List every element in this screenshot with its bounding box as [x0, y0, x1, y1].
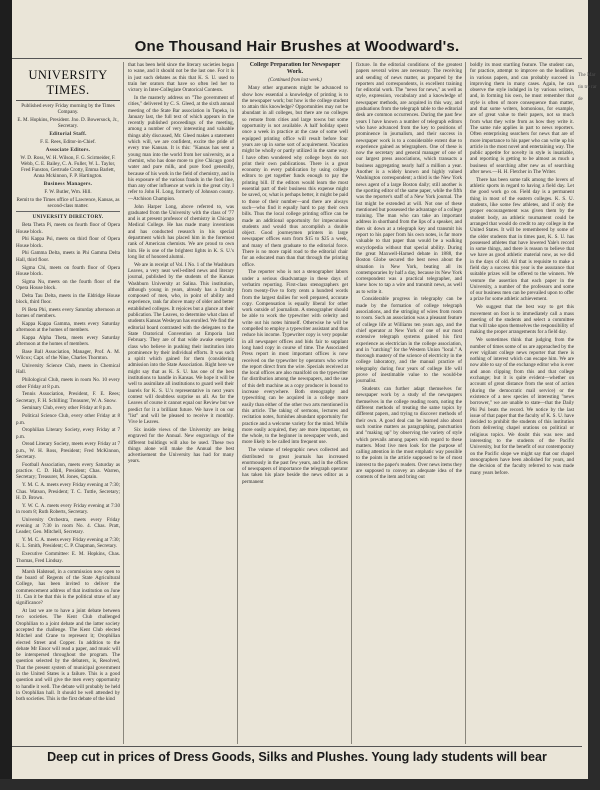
article-paragraph: fixture. In the editorial conditions of the greatest papers several wires are necessary. The receiving and sending of news matter, as prepared by the reporters and correspondents, is excellent training for editorial work. The "news for news," as well as style, expression, vocabulary and a knowledge of newspaper methods, are acquired in this way, and graduations from the telegraph table to the editorial desk are common occurrences. During the past few years I have known a number of telegraph editors who have advanced from the key to positions of prominence in journalism, and their success in newspaper work is to a considerable extent due to experience gained as telegraphers. One of these is now the secretary and general manager of one of our largest press associations, which transacts a business aggregating nearly half a million a year. Another is a widely known and highly valued Washington correspondent; a third is the New York news agent of a large Boston daily; still another is the sporting editor of the same paper, while the fifth was the reporter's staff of a New York journal. The list might be extended at will. Not one of these mentioned but possessed the advantage of a college training. The man who can take an important address in shorthand from the lips of a speaker, and then sit down at a telegraph key and transmit his report to his paper from his own notes, is far more valuable to that paper than would be a walking encyclopedia without that special ability. During the great Maxwell-Harned debate in 1888, the Boston Globe secured the best news about the situation in New York, beating all its contemporaries by half a day, because its New York correspondent was a practical telegrapher, and knew how to tap a wire and transmit news, as well as to write it. — [356, 62, 462, 295]
directory-entry: Phi Kappa Psi, meets on third floor of Opera House block. — [16, 236, 120, 249]
article-paragraph: Many other arguments might be advanced to show how essential a knowledge of printing is to the newspaper work; but how is the college student to attain this knowledge? Opportunities may not be abundant in all colleges, but there are no colleges so remote from cities and large towns but some opportunity is not available. A half holiday spent once a week in practice at the case of some well equipped printing office will result before four years are up in some sort of acquirement. Vacation might be wholly or partly utilized in the same way. I have often wondered why college boys do not print their own publications. There is a great economy in every publication by using college editors to get together funds enough to pay the printing bill. If the editors would learn the most essential part of their business this expense might be saved, or, what is perhaps better, it might be paid to those of their number—and there are always such—who find it equally hard to pay their own bills. Thus the local college printing office can be made an additional opportunity for impecunious students and would thus accomplish a double object. Good journeymen printers in large newspaper offices earn from $15 to $25 a week, and many of them graduate to the editorial force. There is no more rapid road to the editorial chair for an educated man than that through the printing office. — [242, 85, 348, 268]
article-paragraph: Students can further adapt themselves for newspaper work by a study of the newspapers themselves in the college reading room, noting the different methods of treating the same topics by different papers, and trying to discover methods of their own. A good deal can be learned also about such routine matters as paragraphing, punctuation and "making up" by observing the variety of style which prevails among papers with regard to these matters. Most live men look for the purpose of calling attention in the most emphatic way possible to the points in the article supposed to be of most interest to the paper's readers. Over news items they are supposed to convey an adequate idea of the contents of the item and bring out — [356, 386, 462, 481]
article-paragraph: Marsh Halstead, in a commission now open to the board of Regents of the State Agricultural College, has been invited to deliver the commencement address of that institution on June 11. Can it be that this is the political straw of any significance? — [16, 568, 120, 607]
directory-entry: Y. M. C. A. meets every Friday evening at 7:30; K. L. Smith, President; C. P. Chapman, Secretary. — [16, 537, 120, 550]
article-paragraph: The volume of telegraphic news collected and distributed to great journals has increased enormously in the past few years, and in the offices of newspapers of importance the telegraph operator has taken his place beside the news editor as a permanent — [242, 447, 348, 485]
top-rule — [12, 58, 582, 59]
article-paragraph: Considerable progress in telegraphy can be made by the formation of college telegraph associations, and the stringing of wires from room to room. Such an association was a pleasant feature of college life at Williams ten years ago, and the chief operator at New York of one of our most extensive telegraph systems gained his first experience as electrician in the college association, and in "catching" for the Western Union "local." A thorough mastery of the science of electricity in the college laboratory, and the manual practice of telegraphy during four years of college life will prove of inestimable value to the would-be journalist. — [356, 296, 462, 385]
article-paragraph: The reporter who is not a stenographer labors under a serious disadvantage in these days of verbatim reporting. First-class stenographers get from twenty-five to forty cents a hundred words from the largest dailies for well prepared, accurate copy. Compensation is equally liberal for other work outside of journalism. A stenographer should be able to work the typewriter with celerity and write out his notes himself. Otherwise he will be compelled to employ a typewriter assistant and thus reduce his income. Typewriter copy is very popular in all newspaper offices and bids fair to supplant long hand copy in course of time. The Associated Press report in most important offices is now received on the typewriter by operators who write the report direct from the wire. Specials received at the local offices are also manifold on the typewriter for distribution among the newspapers, and the use of this deft machine as a copy producer is bound to increase everywhere. Both stenography and typewriting can be acquired in a college more easily than either of the other two arts mentioned in this article. The taking of sermons, lectures and recitation notes, furnishes abundant opportunity for practice and a welcome variety for the mind. While more easily acquired, they are more important, on the whole, to the beginner in newspaper work, and more likely to be called into frequent use. — [242, 269, 348, 446]
column-rule — [237, 62, 238, 744]
top-banner-ad: One Thousand Hair Brushes at Woodward's. — [134, 38, 460, 55]
article-paragraph: that has been held since the literary societies began to wane, and it should not be the last one. For it is in just such debates as this that K. S. U. used to train her orators that have so often led her to victory in Inter-Collegiate Oratorical Contests. — [128, 62, 234, 94]
article-headline: College Preparation for Newspaper Work. — [249, 62, 341, 75]
editorial-staff-heading: Editorial Staff. — [49, 131, 87, 138]
remit-line: Remit to the Times office of Lawrence, Kansas, as second-class matter. — [16, 196, 120, 210]
directory-entry: Political Science Club, every other Friday at 8 p.m. — [16, 413, 120, 426]
directory-entry: Oread Literary Society, meets every Friday at 7 p.m., W. H. Ross, President; Fred McKinnon, Secretary. — [16, 441, 120, 461]
column-rule — [351, 62, 352, 744]
officers-line: E. M. Hopkins, President. Jno. D. Bowersock, Jr., Secretary. — [17, 117, 119, 130]
business-managers-heading: Business Managers. — [43, 181, 93, 188]
article-paragraph: boldly its most startling feature. The student can, for practice, attempt to improve on the headlines in various papers, and can probably succeed in improving them in many cases. Again, he can observe the style indulged in by various writers, and, in forming his own, he must remember that style is often of more consequence than matter, and that some writers, homonious, for example, are of great value to their papers, not so much from what they write from as how they write it. The same rule applies in part to news reporters. Often enterprising searchers for news that are of more importance to his paper who can write up his article in the most novel and entertaining way. The public appetite for novelty in style is insatiable, and reporting is getting to be almost as much a business of searching after new as of searching after news.—H. H. Fletcher in The Writer. — [470, 62, 574, 176]
directory-entry: University Science Club, meets in Chemical Hall. — [16, 363, 120, 376]
masthead-title: UNIVERSITY TIMES. — [16, 68, 120, 101]
scan-left-edge — [0, 0, 12, 779]
associate-editors-list: W. D. Ross, W. H. Wilson, F. G. Scirmeider, F. Webb, C. E. Bailey, C. A. Fuller, W. L. Taylor, Fred Funston, Gertrude Crotty, Emma Barlett, Anna Mckinnon, F. P. Hartington. — [20, 154, 116, 180]
article-paragraph: We suggest that the best way to get this movement on foot is to immediately call a mass meeting of the students and select a committee that will take upon themselves the responsibility of making the proper arrangements for a field day. — [470, 304, 574, 336]
associate-editors-heading: Associate Editors. — [45, 146, 91, 153]
directory-entry: Beta Theta Pi, meets on fourth floor of Opera House block. — [16, 222, 120, 235]
article-paragraph: In the masterly address on "The government of cities," delivered by C. S. Gleed, at the sixth annual meeting of the State Bar association in Topeka, in January last, the full text of which appears in the recently published proceedings of the meeting, among a number of very interesting and valuable things ably discussed, Mr. Gleed makes a statement which will, we are confident, excite the pride of every true Kansan. It is this: "Kansas has sent a young man into the world from her university, as a chemist, who has done more to give Chicago good water and pure milk, and pure food generally, because of his work in the field of chemistry, and in his exposure of the various frauds in the food line, than any other influence at work in the great city. I refer to John H. Long, formerly of Johnson county.—Atchison Champion. — [128, 94, 234, 202]
column-rule — [465, 62, 466, 744]
column-3 — [242, 62, 348, 744]
directory-entry: Kappa Alpha Theta, meets every Saturday afternoon at the homes of members. — [16, 335, 120, 348]
directory-entry: Kappa Kappa Gamma, meets every Saturday afternoon at the homes of members. — [16, 320, 120, 334]
directory-entry: Seminary Club, every other Friday at 8 p.m. — [22, 405, 112, 412]
directory-entry: Y. W. C. A. meets every Friday evening at 7:30 in room 8; Ruth Roberts, Secretary. — [16, 502, 120, 515]
directory-entry: Phi Gamma Delta, meets in Phi Gamma Delta Hall, third floor. — [16, 250, 120, 263]
article-paragraph: Six inside views of the University are being engraved for the Annual. New engravings of the different buildings will also be used. These two things alone will make the Annual the best advertisement the University has had for many years. — [128, 426, 234, 465]
article-paragraph: There has been some talk among the lovers of athletic sports in regard to having a field day. Let the good work go on. Field day is a permanent thing in most of the eastern colleges. K. S. U. students, like some few athletes, and if only the proper encouragement was given them by the student body, an athletic tournament could be arranged that would do credit to any college in the United States. It will be remembered by some of the older students that in times past, K. S. U. has possessed athletes that have lowered Yale's record in some things, and there is reason to believe that we have as good athletic material now, as we did in the days of old. All that is requisite to make a field day a success this year is the assurance that suitable prizes will be offered to the winners. We venture the assertion that each paper in the University, a number of the professors and some of our business men can be prevailed upon to offer a prize for some athletic achievement. — [470, 176, 574, 303]
column-4 — [356, 62, 462, 744]
editor-in-chief: F. E. Rees, Editor-in-Chief. — [40, 138, 96, 145]
directory-entry: Base Ball Association, Manager, Prof. A. M. Wilcox; Capt. of the Nine, Charles Thornton. — [16, 349, 120, 362]
column-2 — [128, 62, 234, 744]
business-managers-list: F. W. Butler, Wm. Hill. — [44, 189, 92, 196]
directory-entry: University Orchestra, meets every Friday evening at 7:30 in room No. 4. Chas. Pratt, Leader; Geo. Mitchell, Secretary. — [16, 516, 120, 536]
directory-entry: Delta Tau Delta, meets in the Eldridge House block, third floor. — [16, 292, 120, 306]
directory-entry: Pi Beta Phi, meets every Saturday afternoon at homes of members. — [16, 306, 120, 320]
directory-entry: Sigma Nu, meets on the fourth floor of the Opera House block. — [16, 278, 120, 291]
publish-line: Published every Friday morning by the Times Company. — [21, 103, 115, 116]
article-paragraph: We sometimes think that judging from the number of times some of us are approached by the ever vigilant college news reporter that there is nothing of interest which can escape him. We are now able to say of the exchange editor who is ever and anon clipping from this and that college exchange; but it is quite evident—whether on account of great distance from the seat of action (during the democratic mail service) or the existence of a new species of interesting "news borrower," we are unable to state—that the Daily Phi Psi beats the record. We notice by the last issue of that paper that the faculty of K. S. U. have decided to prohibit the students of this institution from delivering chapel orations on political or religious topics. We doubt this was new and interesting to the students of the Pacific University, but for the benefit of our contemporary on the Pacific slope we might say that our chapel stenographers have been abolished for years, and the decision of the faculty referred to was made many years before. — [470, 337, 574, 476]
article-paragraph: John Harper Long, above referred to, was graduated from the University with the class of '77 and is at present professor of chemistry in Chicago Medical College. He has made many inventions and has conducted research in his special department which has placed him in the foremost rank of American chemists. We are proud to own him. He is one of the brightest lights in K. S. U.'s long list of honored alumni. — [128, 203, 234, 260]
directory-entry: Sigma Chi, meets on fourth floor of Opera House block. — [16, 264, 120, 277]
directory-divider — [16, 566, 120, 567]
directory-entry: Y. M. C. A. meets every Friday evening at 7:30; Chas. Watson, President; T. C. Tuttle, Secretary; H. D. Brown. — [16, 482, 120, 501]
bottom-rule — [12, 746, 582, 747]
column-1 — [16, 62, 120, 744]
directory-entry: Tennis Association, President, F. E. Rees; Secretary, F. H. Schilling; Treasurer, W. A. Snow. — [16, 391, 120, 404]
article-paragraph: We are in receipt of Vol. I No. 1 of the Washburn Leaves, a very neat well-edited news and literary journal, published by the students of the Kansas Washburn University at Salina. This institution, although young in years, already has a faculty composed of men, who, in point of ability and experience, rank far above many of older and better established colleges. It rejoices but a glance at their publication. The Leaves, to determine what class of students Kansas Wesleyan has enrolled. We find the editorial board contrasted with the delegates to the State Oratorical Convention at Emporia last February. They are of that wide awake energetic class who believe in pushing their institution into prominence by their individual efforts. It was such a spirit which gained for them (considering admission into the State Association. Right here we might say that as K. S. U. has one of the best institutions to handle in Kansas. We hope it will be well to assimilate all institutions to guard well their laurels for K. S. U.'s representative in next years contest will doubtless surprise us all. As far the Leaves of course it cannot equal our Review but we predict for it a brilliant future. We have it on our "list" and will be pleased to receive it monthly. Vive le Leaves. — [128, 261, 234, 426]
article-paragraph: At last we are to have a joint debate between two societies. The Kent Club challenged Orophilian to a joint debate and the latter society accepted the challenge. The Kent Club elected Mitchel and Crane to represent it; Orophilian elected Street and Copper. In addition to the debate Mr Ensor will read a paper, and music will be interspersed throughout the program. The question selected by the debaters, is, Resolved, That the present system of municipal government in the United States is a failure. This is a good question and will give the men every opportunity to handle it well. The debate will probably be held in Orophilian hall. It should be well attended by both societies. This is the first debate of the kind — [16, 608, 120, 703]
directory-entry: Philological Club, meets in room No. 10 every other Friday at 8 p.m. — [16, 377, 120, 390]
directory-heading: UNIVERSITY DIRECTORY. — [32, 214, 104, 221]
directory-entry: Football Association, meets every Saturday as practice. C. D. Hall, President; Chas. Warren, Secretary; Treasurer, M. Jones, Captain. — [16, 461, 120, 481]
article-subhead: (Continued from last week.) — [268, 77, 322, 83]
directory-entry: Executive Committee: E. M. Hopkins, Chas. Thomas, Fred Lindsay. — [16, 551, 120, 564]
directory-entry: Orophilian Literary Society, every Friday at 7 p.m. — [16, 427, 120, 440]
bottom-banner-ad: Deep cut in prices of Dress Goods, Silks and Plushes. Young lady students will bear — [47, 750, 547, 764]
adjacent-page-fragment: The Mar tin tre rar de — [578, 73, 597, 102]
column-rule — [123, 62, 124, 744]
masthead-divider — [16, 211, 120, 212]
column-5 — [470, 62, 574, 744]
